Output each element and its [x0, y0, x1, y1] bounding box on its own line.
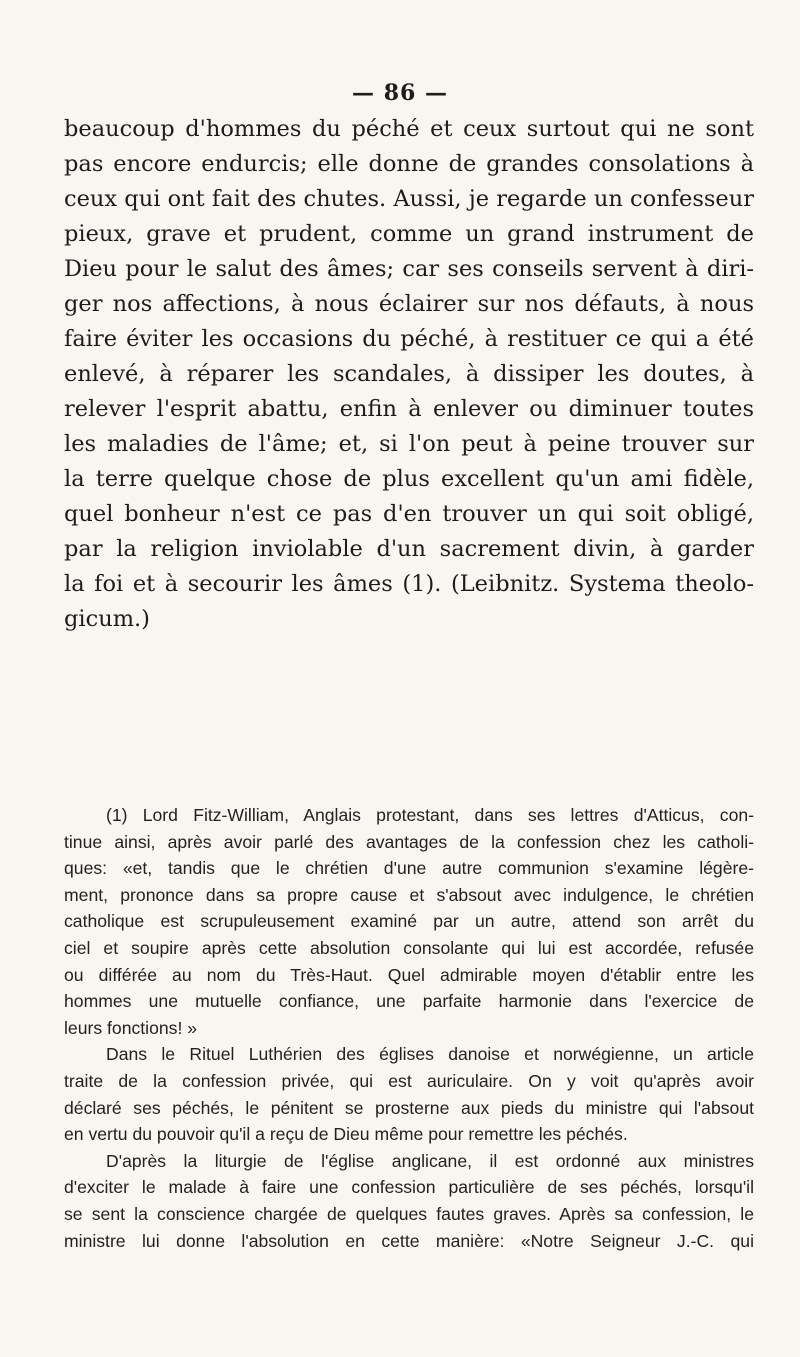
footnote-line: ques: «et, tandis que le chrétien d'une autre communion s'examine légère-: [64, 858, 754, 879]
main-text-line: gicum.): [64, 606, 150, 632]
footnote-line: ministre lui donne l'absolution en cette manière: «Notre Seigneur J.-C. qui: [64, 1230, 754, 1251]
footnotes-block: [64, 802, 754, 1254]
footnote-line: Dans le Rituel Luthérien des églises danoise et norwégienne, un article: [106, 1044, 754, 1065]
main-text-line: quel bonheur n'est ce pas d'en trouver un qui soit obligé,: [64, 501, 754, 527]
main-text-line: par la religion inviolable d'un sacrement divin, à garder: [64, 536, 754, 562]
main-text-line: pieux, grave et prudent, comme un grand instrument de: [64, 221, 754, 247]
footnote-line: leurs fonctions! »: [64, 1017, 198, 1038]
footnote-line: hommes une mutuelle confiance, une parfaite harmonie dans l'exercice de: [64, 991, 754, 1012]
footnote-line: en vertu du pouvoir qu'il a reçu de Dieu même pour remettre les péchés.: [64, 1124, 628, 1145]
footnote-line: déclaré ses péchés, le pénitent se prosterne aux pieds du ministre qui l'absout: [64, 1097, 754, 1118]
main-text-line: ger nos affections, à nous éclairer sur nos défauts, à nous: [64, 291, 754, 317]
main-text-line: la terre quelque chose de plus excellent qu'un ami fidèle,: [64, 466, 754, 492]
main-text-line: pas encore endurcis; elle donne de grandes consolations à: [64, 151, 754, 177]
main-text-line: Dieu pour le salut des âmes; car ses conseils servent à diri-: [64, 256, 754, 282]
footnote-line: ment, prononce dans sa propre cause et s'absout avec indulgence, le chrétien: [64, 884, 754, 905]
page-number: — 86 —: [352, 80, 448, 106]
footnote-line: se sent la conscience chargée de quelques fautes graves. Après sa confession, le: [64, 1203, 754, 1224]
main-text-line: beaucoup d'hommes du péché et ceux surtout qui ne sont: [64, 116, 754, 142]
footnote-line: ou différée au nom du Très-Haut. Quel admirable moyen d'établir entre les: [64, 964, 754, 985]
main-text-line: ceux qui ont fait des chutes. Aussi, je regarde un confesseur: [64, 186, 754, 212]
footnote-line: catholique est scrupuleusement examiné par un autre, attend son arrêt du: [64, 911, 754, 932]
footnote-line: traite de la confession privée, qui est auriculaire. On y voit qu'après avoir: [64, 1070, 754, 1091]
main-text-line: la foi et à secourir les âmes (1). (Leibnitz. Systema theolo-: [64, 571, 754, 597]
main-text-line: les maladies de l'âme; et, si l'on peut à peine trouver sur: [64, 431, 754, 457]
main-text-line: faire éviter les occasions du péché, à restituer ce qui a été: [64, 326, 754, 352]
footnote-line: (1) Lord Fitz-William, Anglais protestant, dans ses lettres d'Atticus, con-: [106, 805, 754, 825]
footnote-line: D'après la liturgie de l'église anglicane, il est ordonné aux ministres: [106, 1150, 754, 1171]
main-text-block: [64, 112, 754, 637]
main-text-line: enlevé, à réparer les scandales, à dissiper les doutes, à: [64, 361, 754, 387]
main-text-line: relever l'esprit abattu, enfin à enlever ou diminuer toutes: [64, 396, 754, 422]
footnote-line: d'exciter le malade à faire une confession particulière de ses péchés, lorsqu'il: [64, 1177, 754, 1198]
footnote-line: ciel et soupire après cette absolution consolante qui lui est accordée, refusée: [64, 937, 754, 958]
footnote-line: tinue ainsi, après avoir parlé des avantages de la confession chez les catholi-: [64, 831, 754, 852]
